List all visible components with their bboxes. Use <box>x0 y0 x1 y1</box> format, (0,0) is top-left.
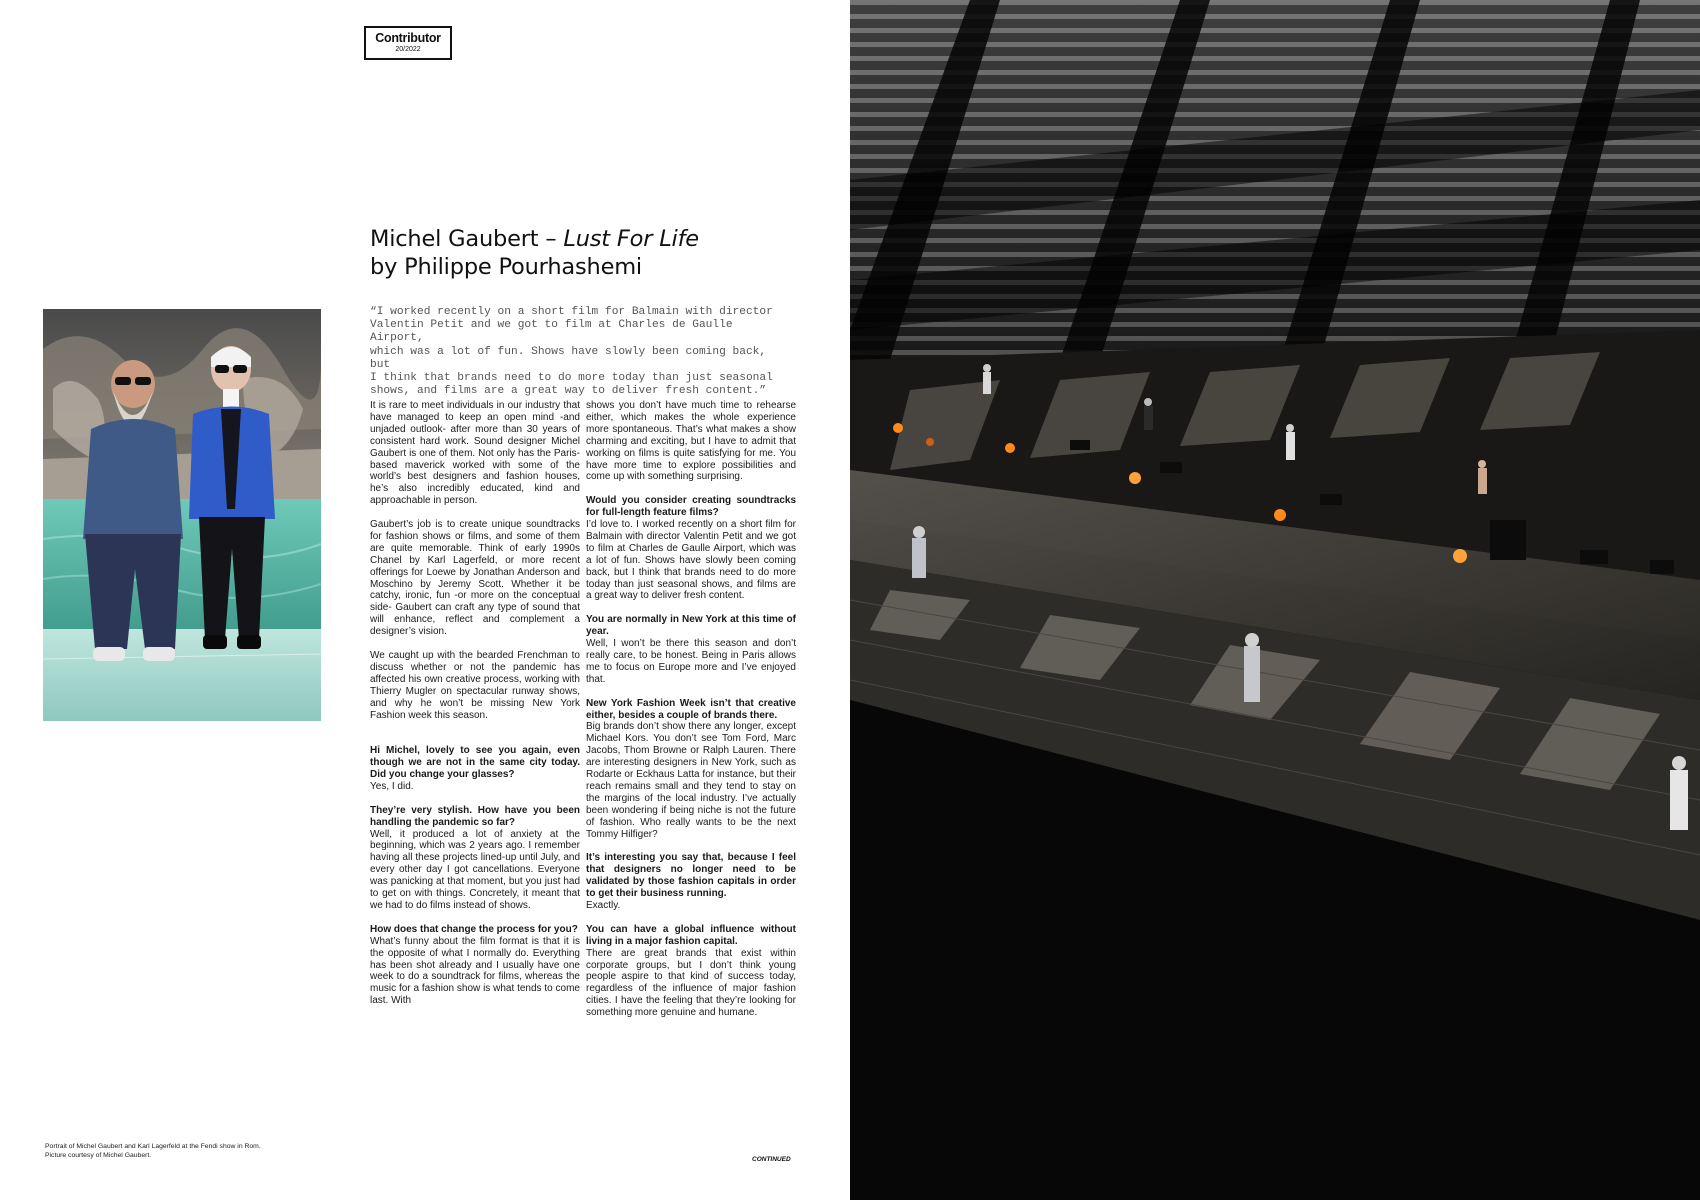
caption-line-2: Picture courtesy of Michel Gaubert. <box>45 1152 152 1159</box>
pull-quote: “I worked recently on a short film for Balmain with director Valentin Petit and we got to film at Charles de Gaulle Airport, which was a lot of fun. Shows have slowly been coming back, but I think that brands need to do more today than just seasonal shows, and films are a great way to deliver fresh content.” <box>370 306 773 398</box>
intro-paragraph-2: Gaubert’s job is to create unique soundtracks for fashion shows or films, and some of them are quite memorable. Think of early 1990s Chanel by Karl Lagerfeld, or more recent offerings for Loewe by Jonathan Anderson and Moschino by Jeremy Scott. Whether it be catchy, ironic, fun -or more on the conceptual side- Gaubert can craft any type of sound that will enhance, reflect and complement a designer’s vision. <box>370 519 580 638</box>
article-headline <box>370 225 810 281</box>
interview-answer: Big brands don’t show there any longer, except Michael Kors. You don’t see Tom Ford, Marc Jacobs, Thom Browne or Ralph Lauren. There are interesting designers in New York, such as Rodarte or Eckhaus Latta for instance, but their reach remains small and they tend to stay on the margins of the local industry. I’ve actually been wondering if being niche is not the future of fashion. Who really wants to be the next Tommy Hilfiger? <box>586 721 796 840</box>
interview-question: You are normally in New York at this time of year. <box>586 614 796 638</box>
photo-caption <box>45 1142 345 1160</box>
intro-paragraph-1: It is rare to meet individuals in our industry that have managed to keep an open mind -and unjaded outlook- after more than 30 years of consistent hard work. Sound designer Michel Gaubert is one of them. Not only has the Paris-based maverick worked with some of the world’s best designers and fashion houses, he’s also incredibly educated, kind and approachable in person. <box>370 400 580 507</box>
badge-issue: 20/2022 <box>395 46 421 53</box>
interview-question: How does that change the process for you? <box>370 923 578 935</box>
interview-answer: Exactly. <box>586 900 621 911</box>
interview-answer: There are great brands that exist within corporate groups, but I don’t think young people aspire to that kind of success today, regardless of the influence of major fashion cities. I have the feeling that they’re looking for something more genuine and humane. <box>586 947 796 1019</box>
interview-answer: Well, I won’t be there this season and don’t really care, to be honest. Being in Paris allows me to focus on Europe more and I’ve enjoyed that. <box>586 638 796 685</box>
interview-question: You can have a global influence without living in a major fashion capital. <box>586 923 796 947</box>
interview-question: Hi Michel, lovely to see you again, even though we are not in the same city today. Did you change your glasses? <box>370 745 580 781</box>
interview-question: They’re very stylish. How have you been handling the pandemic so far? <box>370 804 580 828</box>
contributor-badge <box>364 26 452 60</box>
stadium-photo <box>850 0 1700 1200</box>
interview-question: It’s interesting you say that, because I feel that designers no longer need to be validated by those fashion capitals in order to get their business running. <box>586 852 796 900</box>
text-column-1 <box>370 400 580 1019</box>
caption-line-1: Portrait of Michel Gaubert and Karl Lagerfeld at the Fendi show in Rom. <box>45 1143 261 1150</box>
intro-paragraph-3: We caught up with the bearded Frenchman to discuss whether or not the pandemic has affected his own creative process, working with Thierry Mugler on spectacular runway shows, and why he won’t be missing New York Fashion week this season. <box>370 650 580 721</box>
interview-answer: shows you don’t have much time to rehearse either, which makes the whole experience more spontaneous. That’s what makes a show charming and exciting, but I have to admit that working on films is quite satisfying for me. You have more time to explore possibilities and come up with something surprising. <box>586 400 796 483</box>
interview-answer: I’d love to. I worked recently on a short film for Balmain with director Valentin Petit and we got to film at Charles de Gaulle Airport, which was a lot of fun. Shows have slowly been coming back, but I think that brands need to do more today than just seasonal shows, and films are a great way to deliver fresh content. <box>586 519 796 602</box>
interview-question: New York Fashion Week isn’t that creative either, besides a couple of brands there. <box>586 697 796 721</box>
interview-answer: What’s funny about the film format is that it is the opposite of what I normally do. Everything has been shot already and I usually have one week to do a soundtrack for films, whereas the music for a fashion show is what tends to come last. With <box>370 935 580 1007</box>
interview-answer: Yes, I did. <box>370 780 414 792</box>
headline-italic-title: Lust For Life <box>563 226 699 252</box>
badge-title: Contributor <box>375 31 441 45</box>
interview-question: Would you consider creating soundtracks for full-length feature films? <box>586 495 796 519</box>
headline-byline: by Philippe Pourhashemi <box>370 254 642 280</box>
continued-label: CONTINUED <box>752 1156 791 1163</box>
portrait-photo <box>43 309 321 721</box>
text-column-2 <box>586 400 796 1031</box>
interview-answer: Well, it produced a lot of anxiety at the beginning, which was 2 years ago. I remember having all these projects lined-up until July, and every other day I got cancellations. Everyone was panicking at that moment, but you just had to get on with things. Concretely, it meant that we had to do films instead of shows. <box>370 828 580 911</box>
headline-name: Michel Gaubert – <box>370 226 564 252</box>
